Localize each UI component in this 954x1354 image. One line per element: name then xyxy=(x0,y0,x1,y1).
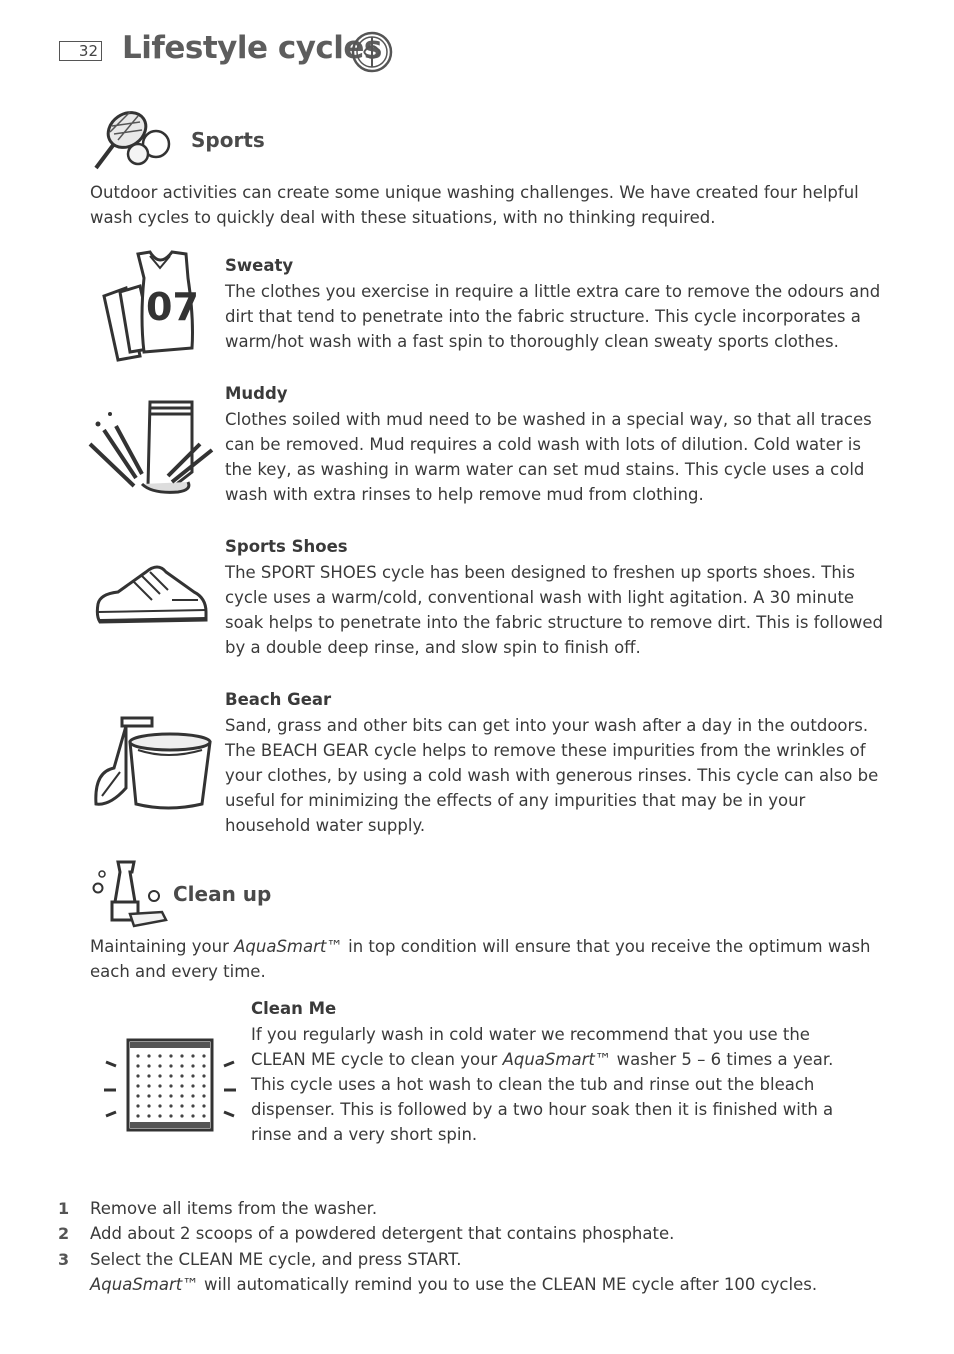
page-title: Lifestyle cycles xyxy=(122,30,382,66)
racket-ball-icon xyxy=(92,108,190,174)
drum-hole xyxy=(202,1064,205,1067)
cleaning-bottle-icon xyxy=(90,856,170,932)
step-text: Remove all items from the washer. xyxy=(90,1199,378,1218)
drum-hole xyxy=(136,1114,139,1117)
brand-name: AquaSmart™ xyxy=(90,1275,199,1294)
drum-hole xyxy=(158,1114,161,1117)
drum-hole xyxy=(180,1054,183,1057)
drum-hole xyxy=(136,1074,139,1077)
step-number: 3 xyxy=(58,1250,70,1269)
step-number: 2 xyxy=(58,1224,70,1243)
drum-hole xyxy=(158,1074,161,1077)
drum-hole xyxy=(202,1114,205,1117)
drum-hole xyxy=(147,1094,150,1097)
drum-hole xyxy=(191,1094,194,1097)
beach-gear-text: Sand, grass and other bits can get into your wash after a day in the outdoors. The BEACH GEAR cycle helps to remove these impurities from the wrinkles of your clothes, by using a cold wash with generous rinses. This cycle can also be useful for minimizing the effects of any impurities that may be in your household water supply. xyxy=(225,716,879,835)
drum-hole xyxy=(158,1054,161,1057)
sports-intro: Outdoor activities can create some unique washing challenges. We have created four helpful wash cycles to quickly deal with these situations, with no thinking required. xyxy=(90,183,859,227)
drum-hole xyxy=(136,1084,139,1087)
drum-hole xyxy=(180,1104,183,1107)
drum-hole xyxy=(180,1094,183,1097)
clean-me-title: Clean Me xyxy=(251,999,337,1018)
drum-hole xyxy=(147,1054,150,1057)
clean-up-heading: Clean up xyxy=(173,882,272,906)
drum-hole xyxy=(147,1074,150,1077)
drum-hole xyxy=(191,1054,194,1057)
drum-hole xyxy=(136,1064,139,1067)
drum-hole xyxy=(180,1084,183,1087)
drum-hole xyxy=(202,1104,205,1107)
washer-drum-icon xyxy=(102,1032,238,1136)
lifestyle-cycles-icon xyxy=(350,30,394,74)
step-text: Add about 2 scoops of a powdered detergent that contains phosphate. xyxy=(90,1224,675,1243)
drum-hole xyxy=(191,1084,194,1087)
drum-hole xyxy=(158,1104,161,1107)
drum-hole xyxy=(191,1064,194,1067)
sports-heading: Sports xyxy=(191,128,265,152)
jersey-icon xyxy=(100,248,200,362)
page-number: 32 xyxy=(59,41,102,61)
drum-hole xyxy=(136,1104,139,1107)
clean-up-intro: Maintaining your AquaSmart™ in top condition will ensure that you receive the optimum wash each and every time. xyxy=(90,937,871,981)
drum-hole xyxy=(158,1084,161,1087)
drum-hole xyxy=(136,1054,139,1057)
sports-shoes-text: The SPORT SHOES cycle has been designed to freshen up sports shoes. This cycle uses a warm/cold, conventional wash with light agitation. A 30 minute soak helps to penetrate into the fabric structure to remove dirt. This is followed by a double deep rinse, and slow spin to finish off. xyxy=(225,563,883,657)
bucket-spade-icon xyxy=(92,712,214,812)
muddy-boot-icon xyxy=(86,398,218,500)
drum-hole xyxy=(147,1104,150,1107)
clean-me-text: If you regularly wash in cold water we recommend that you use the CLEAN ME cycle to clean your AquaSmart™ washer 5 – 6 times a year. This cycle uses a hot wash to clean the tub and rinse out the bleach dispenser. This is followed by a two hour soak then it is finished with a rinse and a very short spin. xyxy=(251,1025,834,1144)
drum-hole xyxy=(147,1084,150,1087)
drum-hole xyxy=(180,1114,183,1117)
drum-hole xyxy=(202,1094,205,1097)
sweaty-text: The clothes you exercise in require a little extra care to remove the odours and dirt that tend to penetrate into the fabric structure. This cycle incorporates a warm/hot wash with a fast spin to thoroughly clean sweaty sports clothes. xyxy=(225,282,881,351)
drum-hole xyxy=(158,1094,161,1097)
step-number: 1 xyxy=(58,1199,70,1218)
drum-hole xyxy=(180,1074,183,1077)
sweaty-title: Sweaty xyxy=(225,256,294,275)
drum-hole xyxy=(169,1094,172,1097)
drum-hole xyxy=(191,1074,194,1077)
drum-hole xyxy=(169,1064,172,1067)
beach-gear-title: Beach Gear xyxy=(225,690,332,709)
muddy-text: Clothes soiled with mud need to be washed in a special way, so that all traces can be removed. Mud requires a cold wash with lots of dilution. Cold water is the key, as washing in warm water can set mud stains. This cycle uses a cold wash with extra rinses to help remove mud from clothing. xyxy=(225,410,872,504)
drum-hole xyxy=(169,1084,172,1087)
drum-hole xyxy=(147,1114,150,1117)
drum-hole xyxy=(191,1104,194,1107)
drum-hole xyxy=(180,1064,183,1067)
drum-hole xyxy=(202,1054,205,1057)
drum-hole xyxy=(158,1064,161,1067)
drum-hole xyxy=(136,1094,139,1097)
step-text: Select the CLEAN ME cycle, and press START. xyxy=(90,1250,462,1269)
drum-hole xyxy=(169,1074,172,1077)
brand-name: AquaSmart™ xyxy=(234,937,343,956)
sports-shoes-title: Sports Shoes xyxy=(225,537,348,556)
brand-name: AquaSmart™ xyxy=(502,1050,612,1069)
drum-hole xyxy=(191,1114,194,1117)
drum-hole xyxy=(169,1104,172,1107)
drum-hole xyxy=(169,1114,172,1117)
drum-hole xyxy=(202,1074,205,1077)
muddy-title: Muddy xyxy=(225,384,288,403)
sports-shoe-icon xyxy=(94,560,210,628)
reminder-note: AquaSmart™ will automatically remind you to use the CLEAN ME cycle after 100 cycles. xyxy=(90,1275,818,1294)
drum-hole xyxy=(147,1064,150,1067)
jersey-number: 07 xyxy=(146,285,199,329)
drum-hole xyxy=(202,1084,205,1087)
drum-hole xyxy=(169,1054,172,1057)
